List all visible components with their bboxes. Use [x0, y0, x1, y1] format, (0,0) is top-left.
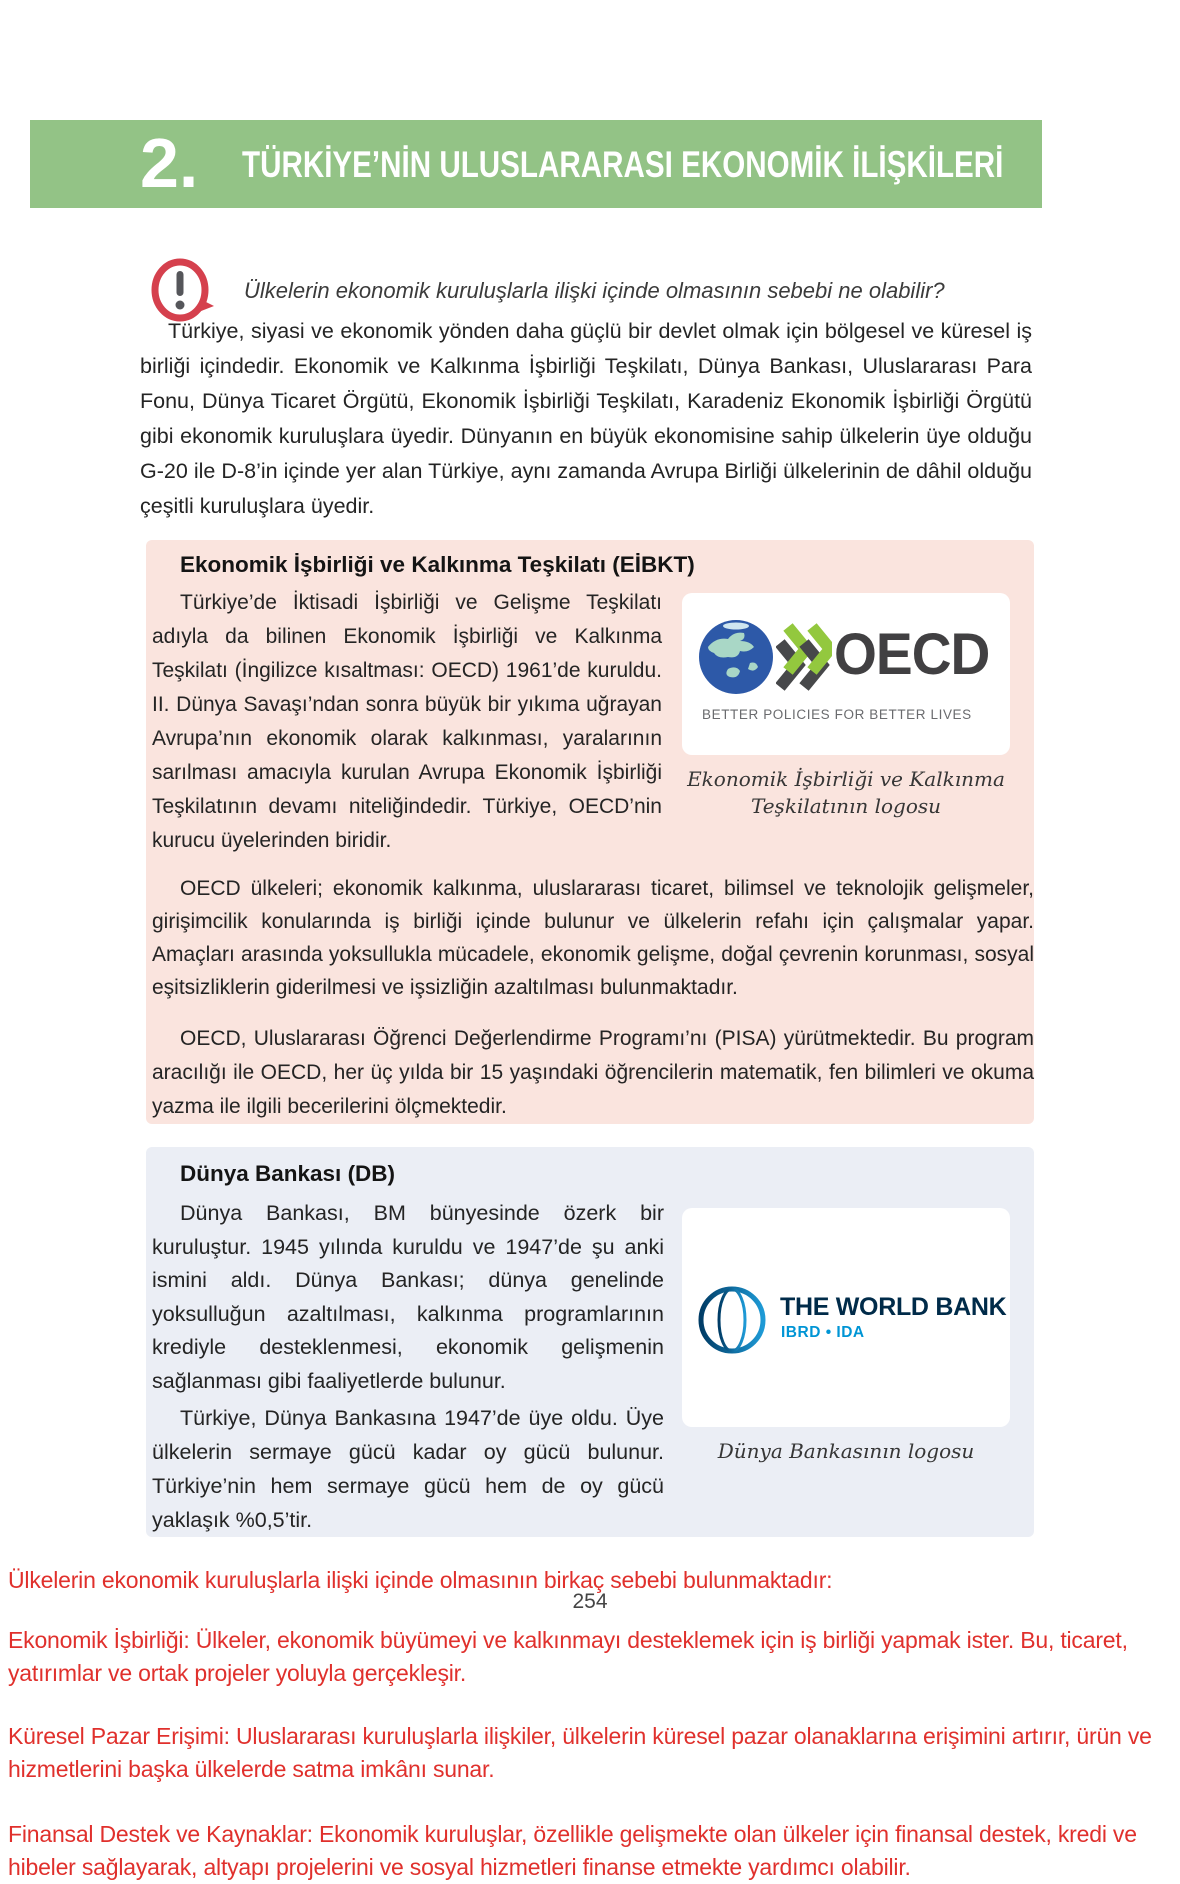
section-header-band [30, 120, 1042, 208]
question-text: Ülkelerin ekonomik kuruluşlarla ilişki içinde olmasının sebebi ne olabilir? [244, 278, 945, 303]
oecd-chevrons-icon [776, 619, 832, 695]
oecd-logo-text: OECD [834, 622, 990, 687]
worldbank-logo-subtext: IBRD • IDA [781, 1324, 865, 1341]
notes-intro: Ülkelerin ekonomik kuruluşlarla ilişki içinde olmasının birkaç sebebi bulunmaktadır: [8, 1567, 833, 1593]
intro-paragraph: Türkiye, siyasi ve ekonomik yönden daha güçlü bir devlet olmak için bölgesel ve küresel iş birliği içindedir. Ekonomik ve Kalkınma İşbirliği Teşkilatı, Dünya Bankası, Uluslararası Para Fonu, Dünya Ticaret Örgütü, Ekonomik İşbirliği Teşkilatı, Karadeniz Ekonomik İşbirliği Örgütü gibi ekonomik kuruluşlara üyedir. Dünyanın en büyük ekonomisine sahip ülkelerin üye olduğu G-20 ile D-8’in içinde yer alan Türkiye, aynı zamanda Avrupa Birliği ülkelerinin de dâhil olduğu çeşitli kuruluşlara üyedir. [140, 319, 1032, 518]
oecd-paragraph-3: OECD, Uluslararası Öğrenci Değerlendirme Programı’nı (PISA) yürütmektedir. Bu program aracılığı ile OECD, her üç yılda bir 15 yaşındaki öğrencilerin matematik, fen bilimleri ve okuma yazma ile ilgili becerilerini ölçmektedir. [152, 1027, 1034, 1118]
worldbank-logo [682, 1208, 1010, 1427]
worldbank-logo-caption: Dünya Bankasının logosu [717, 1439, 975, 1463]
oecd-paragraph-1: Türkiye’de İktisadi İşbirliği ve Gelişme Teşkilatı adıyla da bilinen Ekonomik İşbirliği ve Kalkınma Teşkilatı (İngilizce kısaltması: OECD) 1961’de kuruldu. II. Dünya Savaşı’ndan sonra büyük bir yıkıma uğrayan Avrupa’nın ekonomik olarak kalkınması, yaralarının sarılması amacıyla kurulan Avrupa Ekonomik İşbirliği Teşkilatının devamı niteliğindedir. Türkiye, OECD’nin kurucu üyelerinden biridir. [152, 591, 662, 852]
oecd-section-box [146, 540, 1034, 1124]
oecd-logo [682, 593, 1010, 755]
page-number: 254 [572, 1590, 608, 1613]
worldbank-heading: Dünya Bankası (DB) [180, 1161, 396, 1186]
oecd-paragraph-2: OECD ülkeleri; ekonomik kalkınma, uluslararası ticaret, bilimsel ve teknolojik gelişmeler, girişimcilik konularında iş birliği içinde bulunur ve ülkelerin refahı için çalışmalar yapar. Amaçları arasında yoksullukla mücadele, ekonomik gelişme, doğal çevrenin korunması, sosyal eşitsizliklerin giderilmesi ve işsizliğin azaltılması bulunmaktadır. [152, 877, 1034, 999]
worldbank-globe-icon [696, 1284, 768, 1356]
worldbank-paragraph-1: Dünya Bankası, BM bünyesinde özerk bir kuruluştur. 1945 yılında kuruldu ve 1947’de şu anki ismini aldı. Dünya Bankası; dünya genelinde yoksulluğun azaltılması, kalkınma programlarının krediyle desteklenmesi, ekonomik gelişmenin sağlanması gibi faaliyetlerde bulunur. [152, 1201, 664, 1393]
worldbank-paragraph-2: Türkiye, Dünya Bankasına 1947’de üye oldu. Üye ülkelerin sermaye gücü kadar oy gücü bulunur. Türkiye’nin hem sermaye gücü hem de oy gücü yaklaşık %0,5’tir. [152, 1406, 664, 1532]
note-item-financial-support: Finansal Destek ve Kaynaklar: Ekonomik kuruluşlar, özellikle gelişmekte olan ülkeler için finansal destek, kredi ve hibeler sağlayarak, altyapı projelerini ve sosyal hizmetleri finanse etmekte yardımcı olabilir. [8, 1821, 1137, 1880]
note-item-economic-cooperation: Ekonomik İşbirliği: Ülkeler, ekonomik büyümeyi ve kalkınmayı desteklemek için iş birliği yapmak ister. Bu, ticaret, yatırımlar ve ortak projeler yoluyla gerçekleşir. [8, 1627, 1128, 1686]
worldbank-logo-text: THE WORLD BANK [780, 1293, 1007, 1321]
oecd-logo-tagline: BETTER POLICIES FOR BETTER LIVES [702, 707, 972, 722]
oecd-heading: Ekonomik İşbirliği ve Kalkınma Teşkilatı (EİBKT) [180, 552, 695, 577]
worldbank-section-box [146, 1147, 1034, 1537]
oecd-globe-icon [698, 619, 774, 695]
section-number: 2. [140, 124, 199, 202]
oecd-logo-caption: Ekonomik İşbirliği ve Kalkınma Teşkilatının logosu [687, 767, 1005, 818]
note-item-global-market-access: Küresel Pazar Erişimi: Uluslararası kuruluşlarla ilişkiler, ülkelerin küresel pazar olanaklarına erişimini artırır, ürün ve hizmetlerini başka ülkelerde satma imkânı sunar. [8, 1723, 1152, 1782]
section-title: TÜRKİYE’NİN ULUSLARARASI EKONOMİK İLİŞKİLERİ [242, 144, 1004, 185]
